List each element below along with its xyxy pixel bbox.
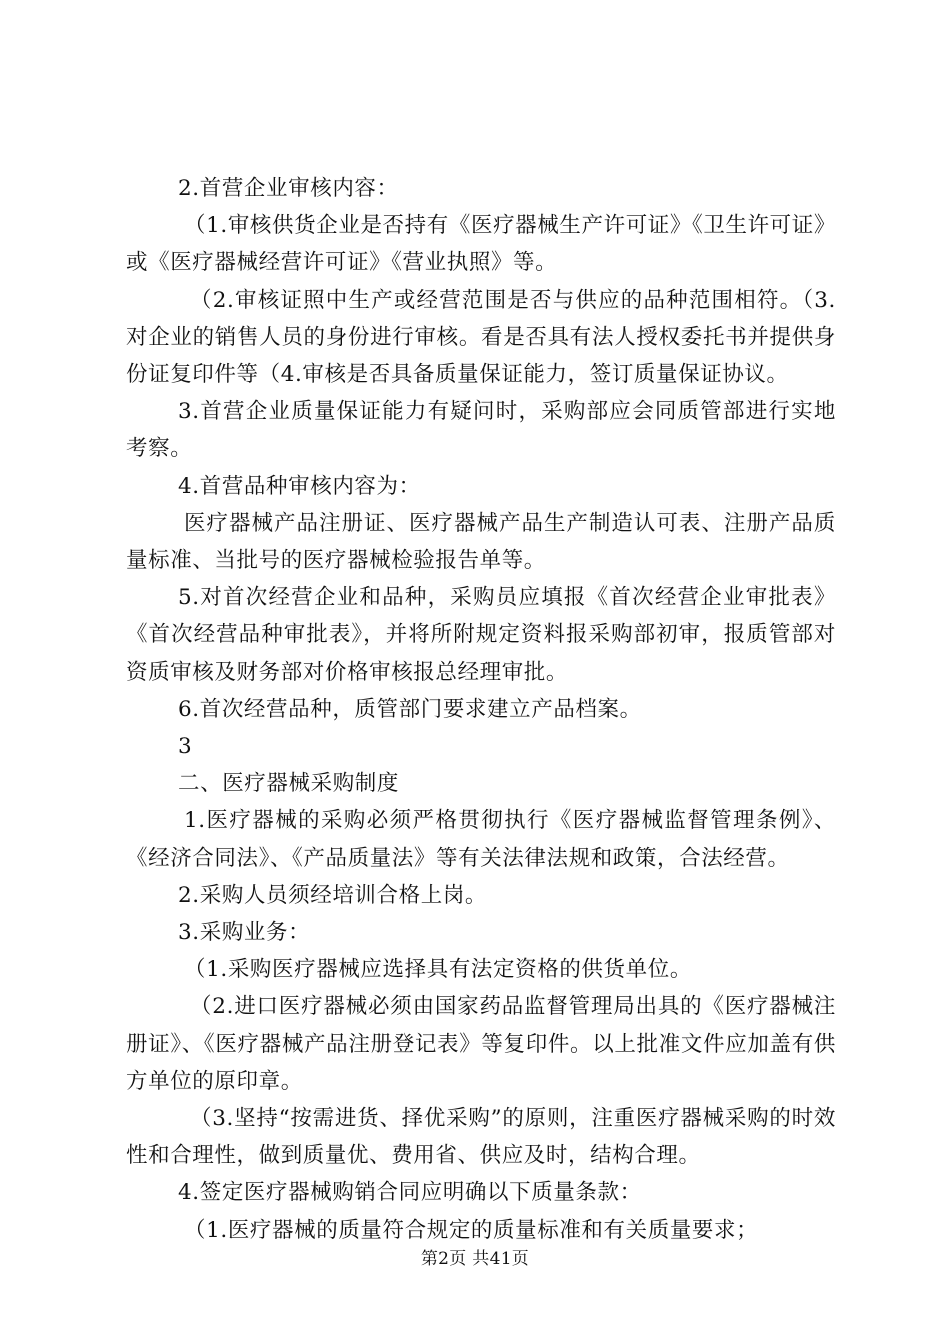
paragraph-4: 3.首营企业质量保证能力有疑问时，采购部应会同质管部进行实地考察。 [126, 399, 836, 462]
paragraph-18: （1.医疗器械的质量符合规定的质量标准和有关质量要求； [184, 1217, 759, 1243]
paragraph-7: 5.对首次经营企业和品种，采购员应填报《首次经营企业审批表》《首次经营品种审批表》，并将所附规定资料报采购部初审，报质管部对资质审核及财务部对价格审核报总经理审批。 [126, 585, 836, 685]
paragraph-9: 3 [178, 734, 193, 760]
paragraph-5: 4.首营品种审核内容为： [178, 473, 421, 499]
paragraph-8: 6.首次经营品种，质管部门要求建立产品档案。 [178, 696, 642, 722]
paragraph-1: 2.首营企业审核内容： [178, 176, 399, 201]
paragraph-14: （1.采购医疗器械应选择具有法定资格的供货单位。 [184, 957, 692, 983]
document-body [126, 170, 836, 1249]
paragraph-3: （2.审核证照中生产或经营范围是否与供应的品种范围相符。（3.对企业的销售人员的身份进行审核。看是否具有法人授权委托书并提供身份证复印件等（4.审核是否具备质量保证能力，签订质量保证协议。 [126, 287, 836, 388]
paragraph-11: 1.医疗器械的采购必须严格贯彻执行《医疗器械监督管理条例》、《经济合同法》、《产品质量法》等有关法律法规和政策，合法经营。 [126, 808, 836, 871]
page-footer [0, 1244, 950, 1269]
paragraph-16: （3.坚持“按需进货、择优采购”的原则，注重医疗器械采购的时效性和合理性，做到质量优、费用省、供应及时，结构合理。 [126, 1106, 836, 1169]
paragraph-12: 2.采购人员须经培训合格上岗。 [178, 882, 488, 908]
paragraph-17: 4.签定医疗器械购销合同应明确以下质量条款： [178, 1180, 642, 1206]
page-number-label: 第2页 共41页 [420, 1249, 530, 1269]
paragraph-15: （2.进口医疗器械必须由国家药品监督管理局出具的《医疗器械注册证》、《医疗器械产品注册登记表》等复印件。以上批准文件应加盖有供方单位的原印章。 [126, 994, 836, 1094]
paragraph-6: 医疗器械产品注册证、医疗器械产品生产制造认可表、注册产品质量标准、当批号的医疗器械检验报告单等。 [126, 510, 836, 574]
paragraph-13: 3.采购业务： [178, 920, 311, 946]
paragraph-2: （1.审核供货企业是否持有《医疗器械生产许可证》《卫生许可证》或《医疗器械经营许可证》《营业执照》等。 [126, 213, 836, 276]
section-heading: 二、医疗器械采购制度 [178, 771, 400, 797]
